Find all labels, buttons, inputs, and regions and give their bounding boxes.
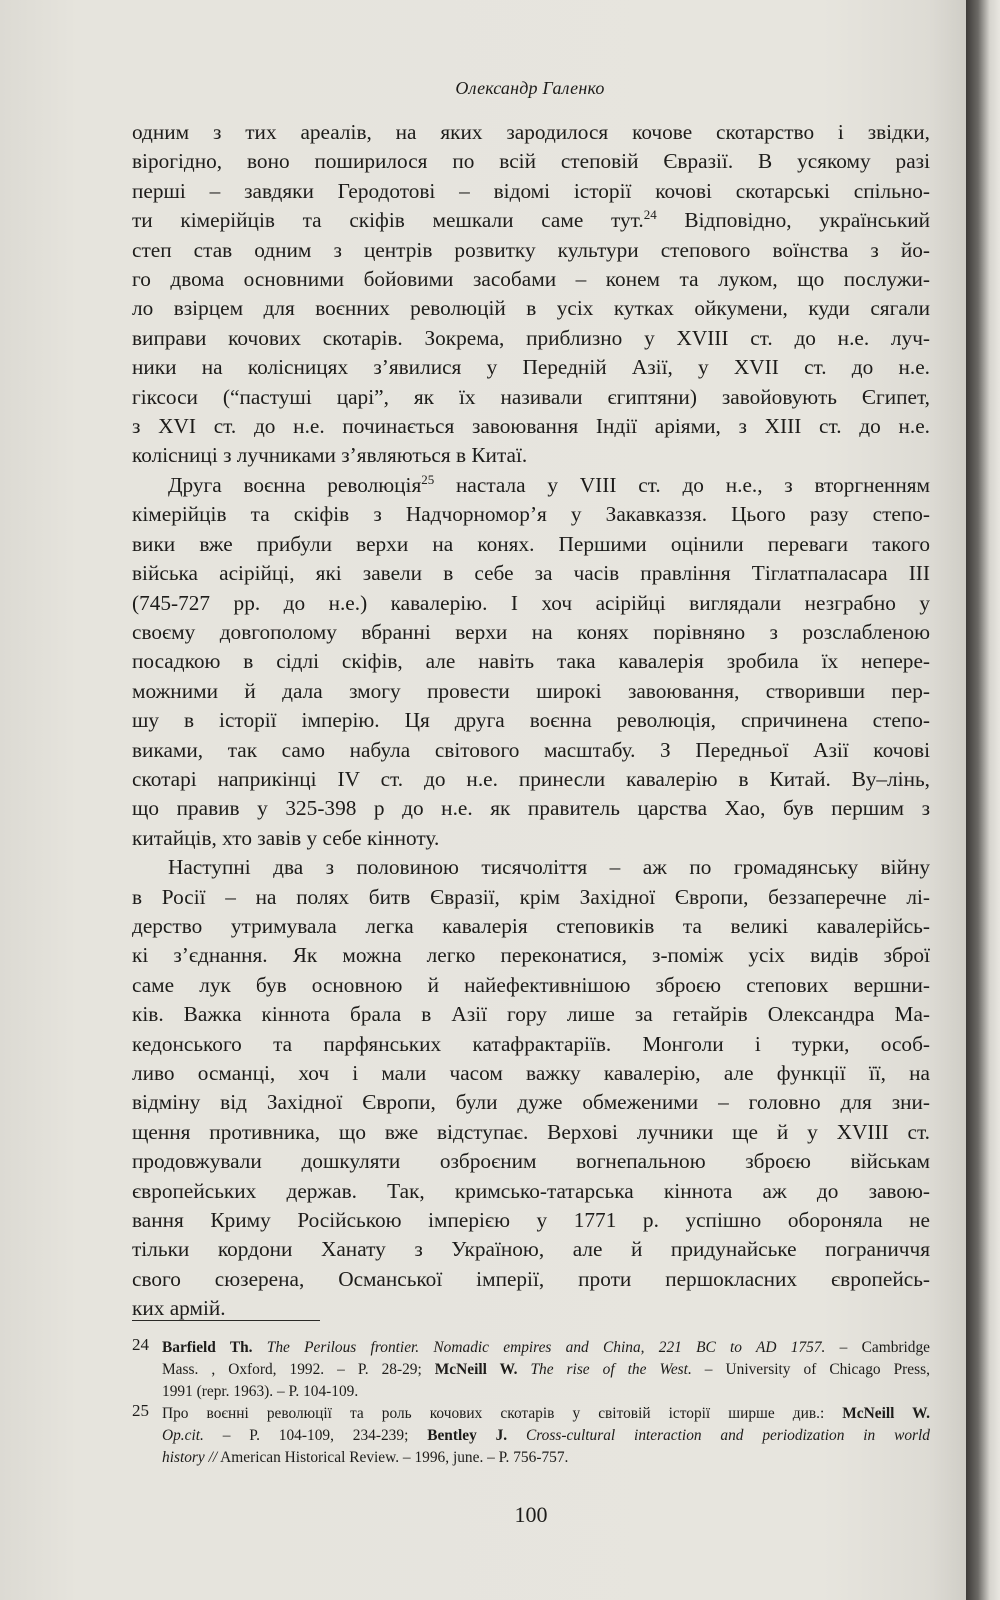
text-line: го двома основними бойовими засобами – конем та луком, що послужи- xyxy=(132,267,930,292)
author-name: Barfield Th. xyxy=(162,1339,253,1356)
running-head: Олександр Галенко xyxy=(455,78,605,98)
author-name: McNeill W. xyxy=(842,1405,931,1422)
author-name: McNeill W. xyxy=(434,1361,518,1378)
text-line: вірогідно, воно поширилося по всій степовій Євразії. В усякому разі xyxy=(132,149,930,174)
text-line: саме лук був основною й найефективнішою зброєю степових вершни- xyxy=(132,972,930,997)
text-segment: American Historical Review. – 1996, june. – P. 756-757. xyxy=(217,1449,569,1466)
book-gutter-shadow xyxy=(966,0,1000,1600)
paragraph-2 xyxy=(132,471,930,853)
footnote-ref[interactable]: 25 xyxy=(421,471,435,487)
text-line: (745-727 рр. до н.е.) кавалерію. І хоч асірійці виглядали незграбно у xyxy=(132,590,930,615)
footnote-ref[interactable]: 24 xyxy=(643,207,657,223)
main-text xyxy=(132,118,930,1324)
work-title: Op.cit. xyxy=(162,1427,204,1444)
work-title: The Perilous frontier. Nomadic empires and China, 221 BC to AD 1757. xyxy=(252,1339,826,1356)
text-line: вання Криму Російською імперією у 1771 р. успішно обороняла не xyxy=(132,1208,930,1233)
text-line: європейських держав. Так, кримсько-татарська кіннота аж до завою- xyxy=(132,1178,930,1203)
text-line xyxy=(132,206,930,235)
text-line: в Росії – на полях битв Євразії, крім Західної Європи, беззаперечне лі- xyxy=(132,884,930,909)
text-segment: Mass. , Oxford, 1992. – P. 28-29; xyxy=(162,1361,435,1378)
text-line: посадкою в сідлі скіфів, але навіть така кавалерія зробила їх непере- xyxy=(132,649,930,674)
text-line: шу в історії імперію. Ця друга воєнна революція, спричинена степо- xyxy=(132,708,930,733)
text-line: вики вже прибули верхи на конях. Першими оцінили переваги такого xyxy=(132,531,930,556)
footnotes xyxy=(132,1337,930,1469)
text-line: виками, так само набула світового масштабу. З Передньої Азії кочові xyxy=(132,737,930,762)
text-segment: Друга воєнна революція xyxy=(168,472,422,497)
text-segment: Про воєнні революції та роль кочових скотарів у світовій історії ширше див.: xyxy=(162,1405,843,1422)
text-line: Наступні два з половиною тисячоліття – аж по громадянську війну xyxy=(168,855,930,880)
footnote-line xyxy=(162,1425,930,1447)
footnote-25 xyxy=(132,1403,930,1469)
work-title: Cross-cultural interaction and periodization in world xyxy=(507,1427,930,1444)
text-line: своєму довгополому вбранні верхи на конях порівняно з розслабленою xyxy=(132,619,930,644)
text-segment: – University of Chicago Press, xyxy=(691,1361,930,1378)
footnote-line: 1991 (repr. 1963). – P. 104-109. xyxy=(162,1383,359,1400)
text-line: степ став одним з центрів розвитку культури степового воїнства з йо- xyxy=(132,237,930,262)
footnote-line xyxy=(162,1403,930,1425)
text-line: ники на колісницях з’явилися у Передній Азії, у XVII ст. до н.е. xyxy=(132,355,930,380)
text-line: ких армій. xyxy=(132,1296,226,1321)
text-line: перші – завдяки Геродотові – відомі історії кочові скотарські спільно- xyxy=(132,178,930,203)
footnote-separator xyxy=(132,1320,320,1321)
text-line: кі з’єднання. Як можна легко переконатися, з-поміж усіх видів зброї xyxy=(132,943,930,968)
footnote-line xyxy=(162,1337,930,1359)
text-line: китайців, хто завів у себе кінноту. xyxy=(132,825,440,850)
footnote-line xyxy=(162,1359,930,1381)
text-segment: – Cambridge xyxy=(825,1339,931,1356)
footnote-number: 24 xyxy=(132,1335,149,1354)
text-line: кімерійців та скіфів з Надчорномор’я у Закавказзя. Цього разу степо- xyxy=(132,502,930,527)
work-title: history // xyxy=(162,1449,218,1466)
text-line: щення противника, що вже відступає. Верхові лучники ще й у XVIII ст. xyxy=(132,1119,930,1144)
paragraph-1 xyxy=(132,118,930,471)
author-name: Bentley J. xyxy=(427,1427,508,1444)
text-line: кедонського та парфянських катафрактаріїв. Монголи і турки, особ- xyxy=(132,1031,930,1056)
text-line: з XVI ст. до н.е. починається завоювання Індії аріями, з XIII ст. до н.е. xyxy=(132,414,930,439)
text-line: свого сюзерена, Османської імперії, проти першокласних європейсь- xyxy=(132,1266,930,1291)
text-line: продовжували дошкуляти озброєним вогнепальною зброєю військам xyxy=(132,1149,930,1174)
text-line: гіксоси (“пастуші царі”, як їх називали єгиптяни) завойовують Єгипет, xyxy=(132,384,930,409)
footnote-number: 25 xyxy=(132,1401,149,1420)
text-line: колісниці з лучниками з’являються в Китаї. xyxy=(132,443,528,468)
text-line: що правив у 325-398 р до н.е. як правитель царства Хао, був першим з xyxy=(132,796,930,821)
text-line: відміну від Західної Європи, були дуже обмеженими – головно для зни- xyxy=(132,1090,930,1115)
text-line: ло взірцем для воєнних революцій в усіх кутках ойкумени, куди сягали xyxy=(132,296,930,321)
text-line: одним з тих ареалів, на яких зародилося кочове скотарство і звідки, xyxy=(132,120,930,144)
text-segment: ти кімерійців та скіфів мешкали саме тут. xyxy=(132,208,644,233)
text-line: війська асірійці, які завели в себе за часів правління Тіглатпаласара III xyxy=(132,561,930,586)
text-line: можними й дала змогу провести широкі завоювання, створивши пер- xyxy=(132,678,930,703)
work-title: The rise of the West. xyxy=(517,1361,692,1378)
text-line: дерство утримувала легка кавалерія степовиків та великі кавалерійсь- xyxy=(132,913,930,938)
text-line xyxy=(132,471,930,500)
footnote-24 xyxy=(132,1337,930,1403)
text-segment: – P. 104-109, 234-239; xyxy=(203,1427,428,1444)
page-number: 100 xyxy=(514,1502,548,1527)
text-line: виправи кочових скотарів. Зокрема, приблизно у XVIII ст. до н.е. луч- xyxy=(132,325,930,350)
text-line: ливо османці, хоч і мали часом важку кавалерію, але функції її, на xyxy=(132,1061,930,1085)
paragraph-3 xyxy=(132,853,930,1324)
text-segment: настала у VIII ст. до н.е., з вторгненням xyxy=(434,472,930,497)
text-line: ків. Важка кіннота брала в Азії гору лише за гетайрів Олександра Ма- xyxy=(132,1002,930,1027)
footnote-line xyxy=(162,1447,930,1469)
text-line: тільки кордони Ханату з Україною, але й придунайське пограниччя xyxy=(132,1237,930,1262)
text-segment: Відповідно, український xyxy=(656,208,931,233)
text-line: скотарі наприкінці IV ст. до н.е. принесли кавалерію в Китай. Ву–лінь, xyxy=(132,766,930,791)
